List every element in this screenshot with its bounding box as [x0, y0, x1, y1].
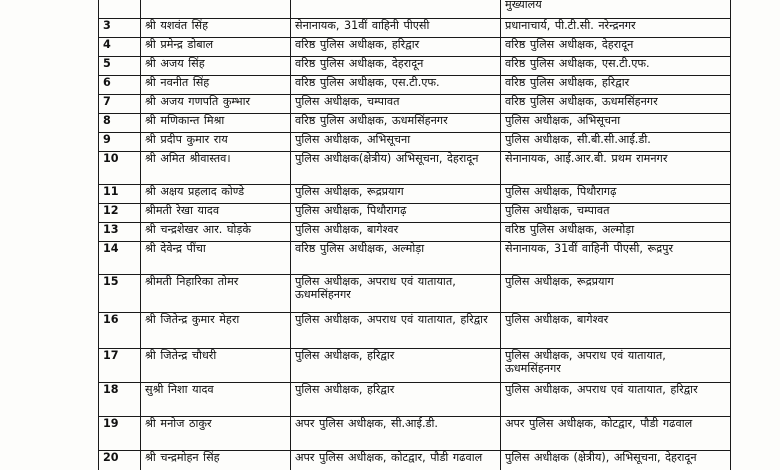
new-posting: पुलिस अधीक्षक, पिथौरागढ़: [501, 185, 731, 204]
current-posting: पुलिस अधीक्षक, पिथौरागढ़: [291, 204, 501, 223]
current-posting: पुलिस अधीक्षक, हरिद्वार: [291, 349, 501, 383]
serial-number: 11: [99, 185, 141, 204]
table-row: [99, 383, 731, 417]
table-row: [99, 76, 731, 95]
officer-name: श्री अमित श्रीवास्तव।: [141, 152, 291, 185]
serial-number: 13: [99, 223, 141, 242]
serial-number: 5: [99, 57, 141, 76]
new-posting: पुलिस अधीक्षक, अभिसूचना: [501, 114, 731, 133]
table-row: [99, 57, 731, 76]
current-posting: पुलिस अधीक्षक, बागेश्वर: [291, 223, 501, 242]
officer-name: श्री प्रदीप कुमार राय: [141, 133, 291, 152]
table-row: [99, 133, 731, 152]
serial-number: 18: [99, 383, 141, 417]
transfer-table-body: [99, 0, 731, 470]
serial-number: [99, 0, 141, 19]
new-posting: पुलिस अधीक्षक, रूद्रप्रयाग: [501, 275, 731, 313]
officer-name: श्री जितेन्द्र चौधरी: [141, 349, 291, 383]
officer-name: श्री मनोज ठाकुर: [141, 417, 291, 451]
officer-name: श्री देवेन्द्र पींचा: [141, 242, 291, 275]
officer-name: श्री प्रमेन्द्र डोबाल: [141, 38, 291, 57]
officer-name: श्री मणिकान्त मिश्रा: [141, 114, 291, 133]
current-posting: पुलिस अधीक्षक(क्षेत्रीय) अभिसूचना, देहरादून: [291, 152, 501, 185]
table-row: [99, 313, 731, 349]
officer-name: [141, 0, 291, 19]
new-posting: सेनानायक, आई.आर.बी. प्रथम रामनगर: [501, 152, 731, 185]
officer-name: श्री चन्द्रमोहन सिंह: [141, 451, 291, 470]
serial-number: 7: [99, 95, 141, 114]
serial-number: 3: [99, 19, 141, 38]
current-posting: अपर पुलिस अधीक्षक, कोटद्वार, पौडी गढवाल: [291, 451, 501, 470]
current-posting: पुलिस अधीक्षक, रूद्रप्रयाग: [291, 185, 501, 204]
serial-number: 19: [99, 417, 141, 451]
new-posting: वरिष्ठ पुलिस अधीक्षक, देहरादून: [501, 38, 731, 57]
serial-number: 15: [99, 275, 141, 313]
current-posting: पुलिस अधीक्षक, अपराध एवं यातायात, ऊधमसिंहनगर: [291, 275, 501, 313]
serial-number: 16: [99, 313, 141, 349]
current-posting: वरिष्ठ पुलिस अधीक्षक, अल्मोड़ा: [291, 242, 501, 275]
table-row: [99, 114, 731, 133]
table-row: [99, 152, 731, 185]
current-posting: वरिष्ठ पुलिस अधीक्षक, देहरादून: [291, 57, 501, 76]
table-row: [99, 38, 731, 57]
table-row: [99, 349, 731, 383]
serial-number: 17: [99, 349, 141, 383]
new-posting: वरिष्ठ पुलिस अधीक्षक, हरिद्वार: [501, 76, 731, 95]
officer-name: श्री अजय सिंह: [141, 57, 291, 76]
transfer-table: [98, 0, 731, 470]
table-row: [99, 223, 731, 242]
table-row: [99, 417, 731, 451]
new-posting: वरिष्ठ पुलिस अधीक्षक, अल्मोड़ा: [501, 223, 731, 242]
new-posting: पुलिस अधीक्षक, अपराध एवं यातायात, हरिद्वार: [501, 383, 731, 417]
officer-name: श्री यशवंत सिंह: [141, 19, 291, 38]
table-row: [99, 19, 731, 38]
current-posting: वरिष्ठ पुलिस अधीक्षक, हरिद्वार: [291, 38, 501, 57]
serial-number: 9: [99, 133, 141, 152]
serial-number: 4: [99, 38, 141, 57]
new-posting: [501, 0, 731, 19]
officer-name: श्री जितेन्द्र कुमार मेहरा: [141, 313, 291, 349]
officer-name: श्रीमती निहारिका तोमर: [141, 275, 291, 313]
new-posting-text: मुख्यालय: [505, 0, 542, 11]
new-posting: वरिष्ठ पुलिस अधीक्षक, एस.टी.एफ.: [501, 57, 731, 76]
current-posting: पुलिस अधीक्षक, चम्पावत: [291, 95, 501, 114]
current-posting: वरिष्ठ पुलिस अधीक्षक, एस.टी.एफ.: [291, 76, 501, 95]
table-row: [99, 275, 731, 313]
new-posting: अपर पुलिस अधीक्षक, कोटद्वार, पौडी गढवाल: [501, 417, 731, 451]
officer-name: श्री अक्षय प्रहलाद कोण्डे: [141, 185, 291, 204]
serial-number: 14: [99, 242, 141, 275]
new-posting: पुलिस अधीक्षक, चम्पावत: [501, 204, 731, 223]
new-posting: पुलिस अधीक्षक (क्षेत्रीय), अभिसूचना, देहरादून: [501, 451, 731, 470]
current-posting: अपर पुलिस अधीक्षक, सी.आई.डी.: [291, 417, 501, 451]
new-posting: प्रधानाचार्य, पी.टी.सी. नरेन्द्रनगर: [501, 19, 731, 38]
officer-name: श्री नवनीत सिंह: [141, 76, 291, 95]
table-row: [99, 185, 731, 204]
officer-name: सुश्री निशा यादव: [141, 383, 291, 417]
new-posting: पुलिस अधीक्षक, अपराध एवं यातायात, ऊधमसिंहनगर: [501, 349, 731, 383]
current-posting: सेनानायक, 31वीं वाहिनी पीएसी: [291, 19, 501, 38]
serial-number: 10: [99, 152, 141, 185]
new-posting: वरिष्ठ पुलिस अधीक्षक, ऊधमसिंहनगर: [501, 95, 731, 114]
current-posting: वरिष्ठ पुलिस अधीक्षक, ऊधमसिंहनगर: [291, 114, 501, 133]
serial-number: 6: [99, 76, 141, 95]
current-posting: पुलिस अधीक्षक, अपराध एवं यातायात, हरिद्वार: [291, 313, 501, 349]
table-row: [99, 451, 731, 470]
current-posting: पुलिस अधीक्षक, अभिसूचना: [291, 133, 501, 152]
serial-number: 12: [99, 204, 141, 223]
new-posting: पुलिस अधीक्षक, सी.बी.सी.आई.डी.: [501, 133, 731, 152]
current-posting: [291, 0, 501, 19]
new-posting: पुलिस अधीक्षक, बागेश्वर: [501, 313, 731, 349]
serial-number: 8: [99, 114, 141, 133]
table-row: [99, 204, 731, 223]
table-row: [99, 95, 731, 114]
officer-name: श्रीमती रेखा यादव: [141, 204, 291, 223]
serial-number: 20: [99, 451, 141, 470]
table-row: [99, 242, 731, 275]
current-posting: पुलिस अधीक्षक, हरिद्वार: [291, 383, 501, 417]
officer-name: श्री चन्द्रशेखर आर. घोड़के: [141, 223, 291, 242]
new-posting: सेनानायक, 31वीं वाहिनी पीएसी, रूद्रपुर: [501, 242, 731, 275]
table-row: [99, 0, 731, 19]
officer-name: श्री अजय गणपति कुम्भार: [141, 95, 291, 114]
